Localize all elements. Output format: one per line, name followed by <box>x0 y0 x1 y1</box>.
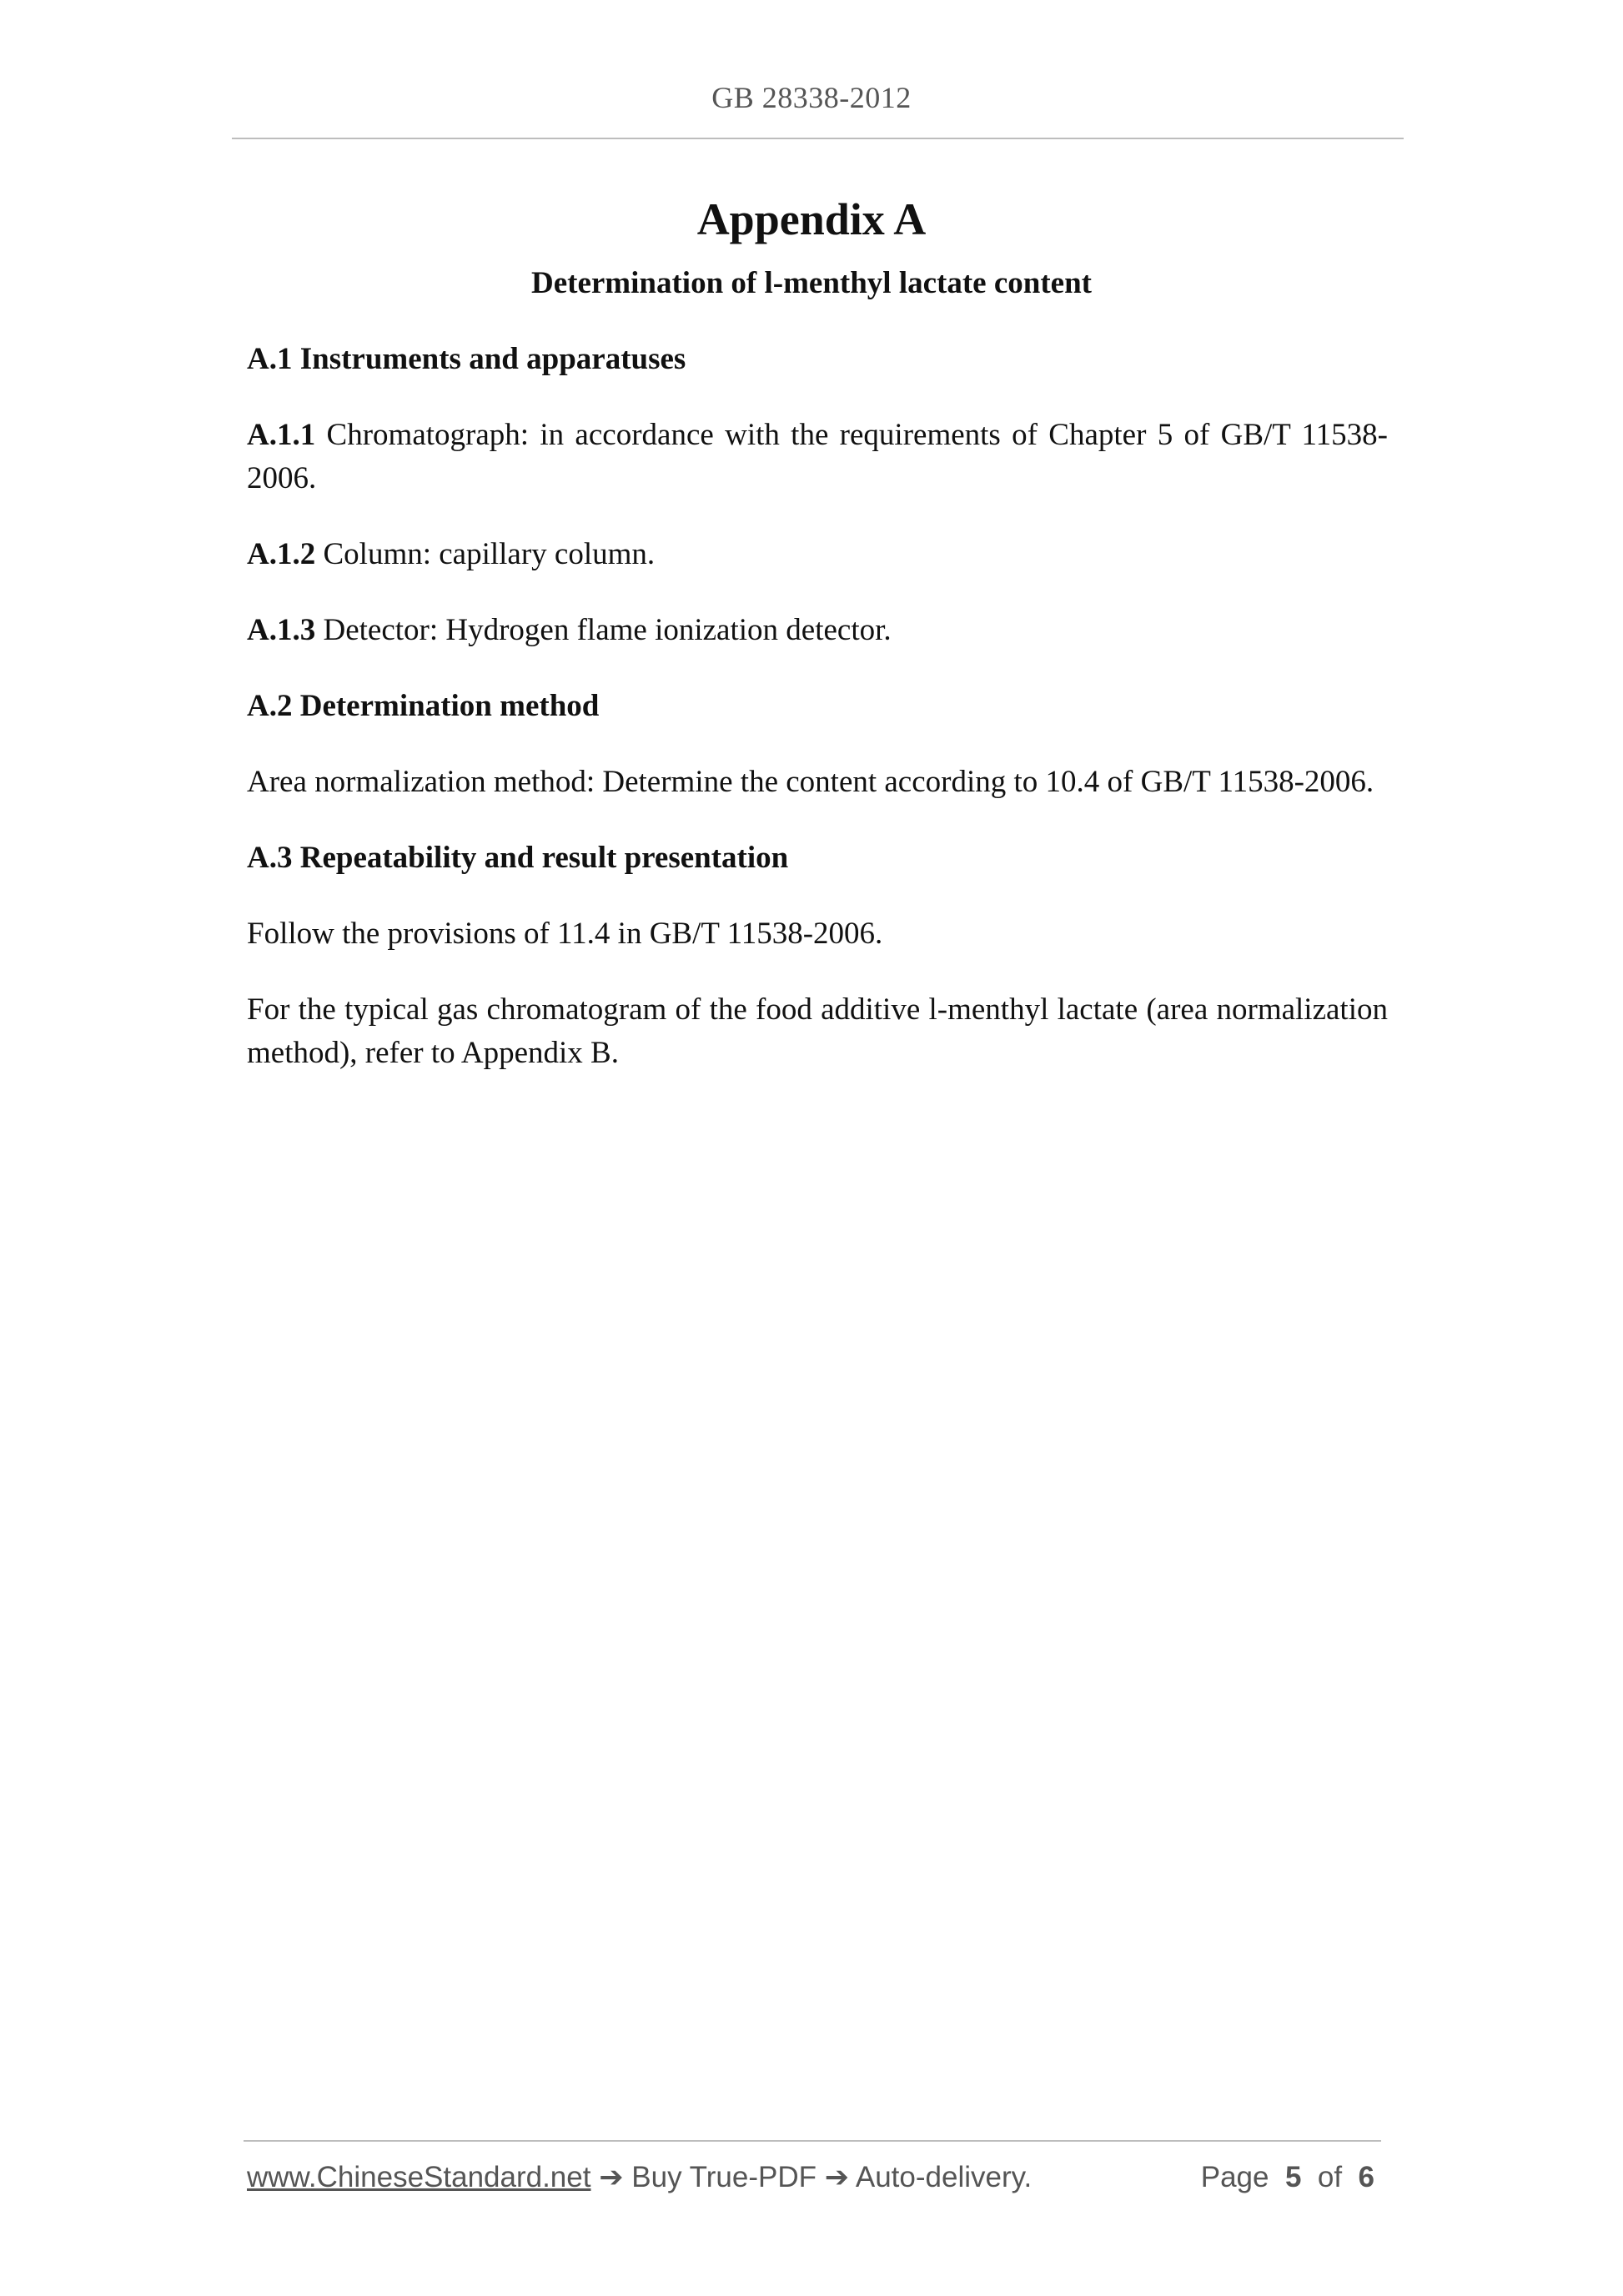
appendix-subtitle: Determination of l-menthyl lactate content <box>531 266 1092 300</box>
section-a2-text: Area normalization method: Determine the content according to 10.4 of GB/T 11538-2006. <box>247 765 1374 799</box>
section-a2-heading: A.2 Determination method <box>247 689 600 723</box>
page-total: 6 <box>1358 2161 1374 2193</box>
page-indicator <box>1201 2161 1374 2194</box>
running-header: GB 28338-2012 <box>711 81 912 114</box>
delivery-text: Auto-delivery. <box>855 2161 1033 2193</box>
clause-text: Column: capillary column. <box>315 537 656 571</box>
footer-promo <box>247 2161 1032 2194</box>
footer-divider <box>244 2140 1381 2142</box>
page-label: Page <box>1200 2161 1269 2193</box>
document-body <box>247 338 1388 1108</box>
clause-number: A.1.2 <box>247 537 316 571</box>
section-a3-text-1: Follow the provisions of 11.4 in GB/T 11538-2006. <box>247 917 883 951</box>
header-divider <box>232 138 1404 139</box>
arrow-right-icon: ➔ <box>824 2161 850 2193</box>
section-a3-heading: A.3 Repeatability and result presentation <box>247 841 789 875</box>
appendix-title: Appendix A <box>696 194 927 244</box>
section-a1-heading: A.1 Instruments and apparatuses <box>247 342 686 376</box>
website-link[interactable]: www.ChineseStandard.net <box>247 2161 591 2193</box>
clause-number: A.1.1 <box>247 418 316 452</box>
arrow-right-icon: ➔ <box>599 2161 624 2193</box>
page-of-label: of <box>1317 2161 1343 2193</box>
clause-a1-2 <box>247 533 1388 576</box>
clause-a1-1 <box>247 414 1388 500</box>
clause-text: Chromatograph: in accordance with the requirements of Chapter 5 of GB/T 11538-2006. <box>247 418 1388 495</box>
page-current: 5 <box>1284 2161 1302 2193</box>
section-a3-text-2: For the typical gas chromatogram of the food additive l-menthyl lactate (area normalization method), refer to Appendix B. <box>247 992 1388 1070</box>
clause-number: A.1.3 <box>247 613 316 647</box>
buy-text: Buy True-PDF <box>631 2161 817 2193</box>
clause-a1-3 <box>247 609 1388 652</box>
clause-text: Detector: Hydrogen flame ionization detector. <box>315 613 892 647</box>
